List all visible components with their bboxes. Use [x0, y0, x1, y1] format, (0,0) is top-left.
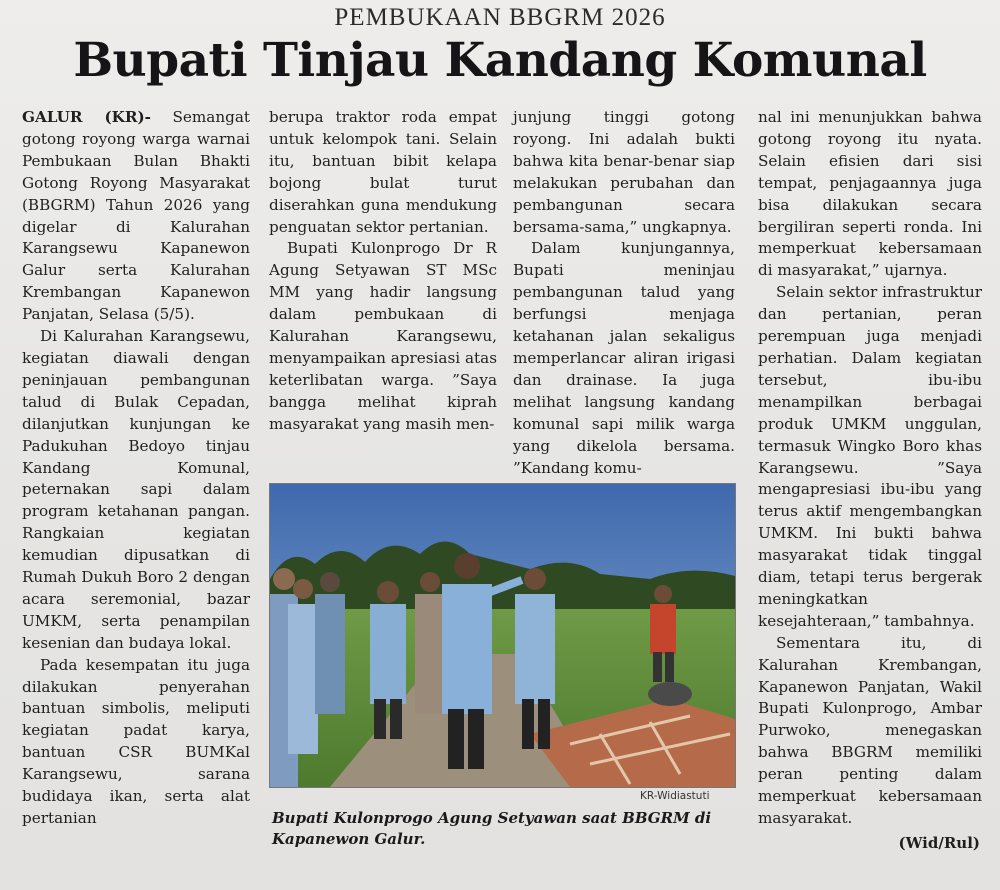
paragraph: junjung tinggi gotong royong. Ini adalah bukti bahwa kita benar-benar siap melakukan perubahan dan pembangunan secara bersama-sama,” ungkapnya. [513, 108, 735, 236]
paragraph-text: Semangat gotong royong warga warnai Pembukaan Bulan Bhakti Gotong Royong Masyarakat (BBGRM) Tahun 2026 yang digelar di Kalurahan Karangsewu Kapanewon Galur serta Kalurahan Krembangan Kapanewon Panjatan, Selasa (5/5). [22, 108, 250, 324]
article-column-3 [513, 107, 735, 479]
paragraph: Sementara itu, di Kalurahan Krembangan, Kapanewon Panjatan, Wakil Bupati Kulonprogo, Ambar Purwoko, menegaskan bahwa BBGRM memiliki peran penting dalam memperkuat kebersamaan masyarakat. [758, 633, 982, 827]
news-photo [269, 483, 736, 788]
paragraph: Di Kalurahan Karangsewu, kegiatan diawali dengan peninjauan pembangunan talud di Bulak Cepadan, dilanjutkan kunjungan ke Padukuhan Bedoyo tinjau Kandang Komunal, peternakan sapi dalam program ketahanan pangan. Rangkaian kegiatan kemudian dipusatkan di Rumah Dukuh Boro 2 dengan acara seremonial, bazar UMKM, serta penampilan kesenian dan budaya lokal. [22, 327, 250, 652]
paragraph: Pada kesempatan itu juga dilakukan penyerahan bantuan simbolis, meliputi kegiatan padat karya, bantuan CSR BUMKal Karangsewu, sarana budidaya ikan, serta alat pertanian [22, 655, 250, 827]
headline: Bupati Tinjau Kandang Komunal [73, 33, 927, 88]
dateline: GALUR (KR)- [22, 108, 151, 126]
photo-illustration [270, 484, 735, 787]
paragraph: berupa traktor roda empat untuk kelompok tani. Selain itu, bantuan bibit kelapa bojong bulat turut diserahkan guna mendukung penguatan sektor pertanian. [269, 108, 497, 236]
article-column-2 [269, 107, 497, 436]
paragraph [22, 107, 250, 326]
author-signoff: (Wid/Rul) [898, 834, 980, 852]
article-column-1 [22, 107, 250, 830]
paragraph: Selain sektor infrastruktur dan pertanian, peran perempuan juga menjadi perhatian. Dalam kegiatan tersebut, ibu-ibu menampilkan berbagai produk UMKM unggulan, termasuk Wingko Boro khas Karangsewu. ”Saya mengapresiasi ibu-ibu yang terus aktif mengembangkan UMKM. Ini bukti bahwa masyarakat tidak tinggal diam, tetapi terus bergerak meningkatkan kesejahteraan,” tambahnya. [758, 283, 982, 630]
paragraph: Bupati Kulonprogo Dr R Agung Setyawan ST MSc MM yang hadir langsung dalam pembukaan di Kalurahan Karangsewu, menyampaikan apresiasi atas keterlibatan warga. ”Saya bangga melihat kiprah masyarakat yang masih men- [269, 239, 497, 433]
article-column-4 [758, 107, 982, 830]
paragraph: nal ini menunjukkan bahwa gotong royong itu nyata. Selain efisien dari sisi tempat, penjagaannya juga bisa dilakukan secara bergiliran seperti ronda. Ini memperkuat kebersamaan di masyarakat,” ujarnya. [758, 108, 982, 280]
paragraph: Dalam kunjungannya, Bupati meninjau pembangunan talud yang berfungsi menjaga ketahanan jalan sekaligus memperlancar aliran irigasi dan drainase. Ia juga melihat langsung kandang komunal sapi milik warga yang dikelola bersama. ”Kandang komu- [513, 239, 735, 477]
photo-credit: KR-Widiastuti [640, 790, 710, 802]
photo-caption: Bupati Kulonprogo Agung Setyawan saat BBGRM di Kapanewon Galur. [272, 809, 712, 848]
kicker: PEMBUKAAN BBGRM 2026 [334, 4, 666, 31]
